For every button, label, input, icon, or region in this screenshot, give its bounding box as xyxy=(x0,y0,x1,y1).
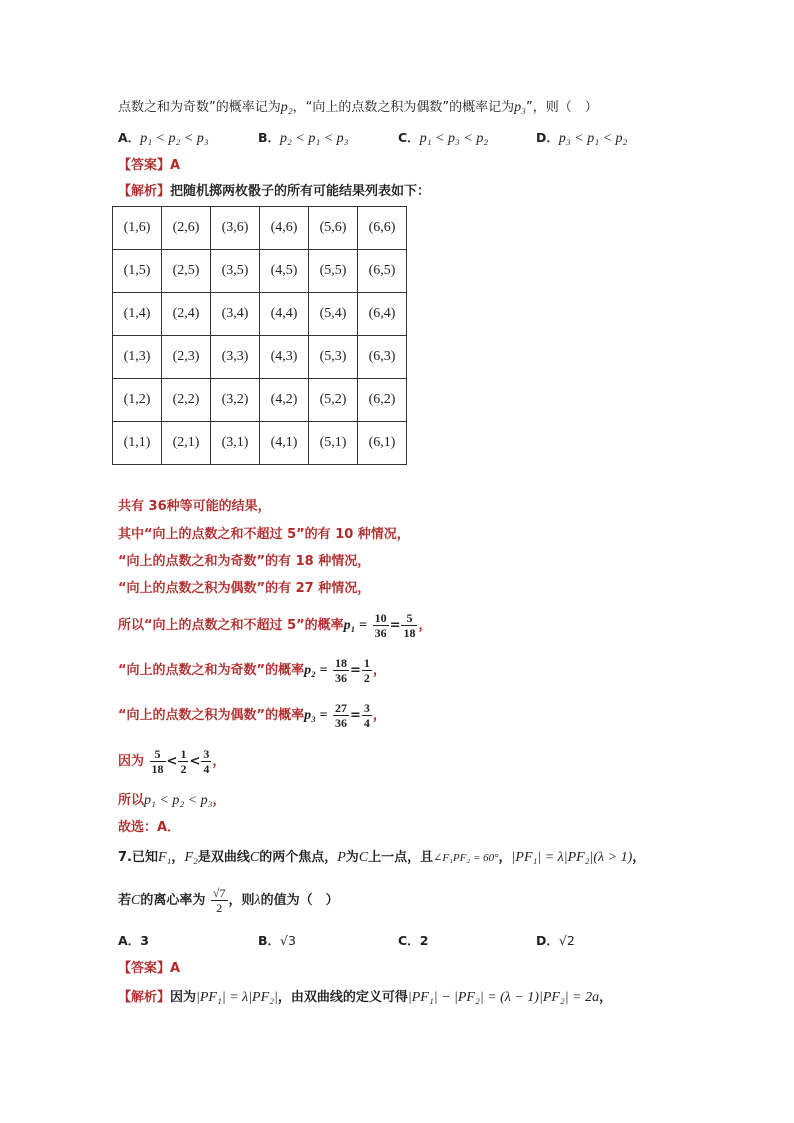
table-cell: (4,3) xyxy=(260,336,309,379)
q6-analysis-intro xyxy=(118,183,430,201)
step-product-even: “向上的点数之积为偶数”的有 27 种情况， xyxy=(118,581,371,596)
table-cell: (2,2) xyxy=(162,379,211,422)
table-cell: (3,4) xyxy=(211,293,260,336)
q7-analysis: 【解析】因为|PF₁| = λ|PF₂|，由双曲线的定义可得|PF₁| − |PF₂| = (λ − 1)|PF₂| = 2a， xyxy=(118,990,613,1005)
step-sum-odd: “向上的点数之和为奇数”的有 18 种情况， xyxy=(118,554,371,569)
q6-stem-text-2: ，“向上的点数之积为偶数”的概率记为 xyxy=(292,100,515,115)
table-cell: (6,3) xyxy=(358,336,407,379)
table-cell: (3,6) xyxy=(211,207,260,250)
table-cell: (1,2) xyxy=(113,379,162,422)
table-cell: (1,5) xyxy=(113,250,162,293)
q7-option-b[interactable]: B．√3 xyxy=(258,933,296,948)
q6-option-d[interactable]: D．p₃ < p₁ < p₂ xyxy=(536,130,628,146)
q7-option-d[interactable]: D．√2 xyxy=(536,933,575,948)
table-cell: (1,6) xyxy=(113,207,162,250)
step-p1: 所以“向上的点数之和不超过 5”的概率p₁ = $\frac{10}{36}$ = $\frac{5}{18}$ ， xyxy=(118,611,432,640)
q7-option-c[interactable]: C．2 xyxy=(398,933,429,948)
step-p3: “向上的点数之积为偶数”的概率p₃ = $\frac{27}{36}$ = $\frac{3}{4}$ ， xyxy=(118,701,386,730)
q6-stem-text-3: ”，则（ ） xyxy=(525,100,598,115)
dice-outcome-table xyxy=(112,206,407,465)
step-so: 所以p₁ < p₂ < p₃， xyxy=(118,793,226,808)
q6-stem-text-1: 点数之和为奇数”的概率记为 xyxy=(118,100,281,115)
analysis-intro-text: 把随机掷两枚骰子的所有可能结果列表如下： xyxy=(170,184,431,199)
table-cell: (5,3) xyxy=(309,336,358,379)
table-cell: (4,4) xyxy=(260,293,309,336)
table-cell: (6,6) xyxy=(358,207,407,250)
q6-option-b[interactable]: B．p₂ < p₁ < p₃ xyxy=(258,130,349,146)
step-p2: “向上的点数之和为奇数”的概率p₂ = $\frac{18}{36}$ = $\frac{1}{2}$ ， xyxy=(118,656,386,685)
q7-stem-line-2: 若C的离心率为 $\frac{√7}{2}$ ，则λ的值为（ ） xyxy=(118,886,339,915)
table-cell: (5,2) xyxy=(309,379,358,422)
table-cell: (5,4) xyxy=(309,293,358,336)
var-p2: p₂ xyxy=(280,100,293,115)
table-cell: (4,6) xyxy=(260,207,309,250)
q7-stem-line-1: 7.已知F₁，F₂是双曲线C的两个焦点，P为C上一点，且∠F₁PF₂ = 60°，|PF₁| = λ|PF₂|(λ > 1)， xyxy=(118,850,646,865)
table-cell: (4,5) xyxy=(260,250,309,293)
table-row xyxy=(113,207,407,250)
table-cell: (2,1) xyxy=(162,422,211,465)
analysis-label: 【解析】 xyxy=(118,184,171,199)
table-row xyxy=(113,250,407,293)
table-cell: (3,3) xyxy=(211,336,260,379)
table-cell: (6,2) xyxy=(358,379,407,422)
table-cell: (2,6) xyxy=(162,207,211,250)
step-total: 共有 36种等可能的结果， xyxy=(118,499,271,514)
table-row xyxy=(113,422,407,465)
table-row xyxy=(113,379,407,422)
table-cell: (5,1) xyxy=(309,422,358,465)
q6-option-a[interactable]: A．p₁ < p₂ < p₃ xyxy=(118,130,209,146)
table-cell: (3,5) xyxy=(211,250,260,293)
table-cell: (5,6) xyxy=(309,207,358,250)
q6-option-c[interactable]: C．p₁ < p₃ < p₂ xyxy=(398,130,489,146)
analysis-label: 【解析】 xyxy=(118,990,171,1005)
q6-answer: 【答案】A xyxy=(118,158,181,173)
table-cell: (2,5) xyxy=(162,250,211,293)
var-p3: p₃ xyxy=(514,100,526,115)
table-cell: (4,1) xyxy=(260,422,309,465)
table-cell: (1,3) xyxy=(113,336,162,379)
table-cell: (2,4) xyxy=(162,293,211,336)
table-cell: (4,2) xyxy=(260,379,309,422)
table-cell: (1,4) xyxy=(113,293,162,336)
step-choose: 故选：A． xyxy=(118,820,181,835)
table-row xyxy=(113,336,407,379)
table-cell: (3,2) xyxy=(211,379,260,422)
table-cell: (6,1) xyxy=(358,422,407,465)
table-row xyxy=(113,293,407,336)
step-because: 因为 $\frac{5}{18}$ < $\frac{1}{2}$ < $\frac{3}{4}$ ， xyxy=(118,747,226,776)
q7-option-a[interactable]: A．3 xyxy=(118,933,149,948)
table-cell: (6,4) xyxy=(358,293,407,336)
table-cell: (1,1) xyxy=(113,422,162,465)
q6-stem-continuation xyxy=(118,99,598,117)
step-sum-le-5: 其中“向上的点数之和不超过 5”的有 10 种情况， xyxy=(118,527,410,542)
q7-answer: 【答案】A xyxy=(118,961,181,976)
table-cell: (5,5) xyxy=(309,250,358,293)
table-cell: (3,1) xyxy=(211,422,260,465)
table-cell: (2,3) xyxy=(162,336,211,379)
table-cell: (6,5) xyxy=(358,250,407,293)
